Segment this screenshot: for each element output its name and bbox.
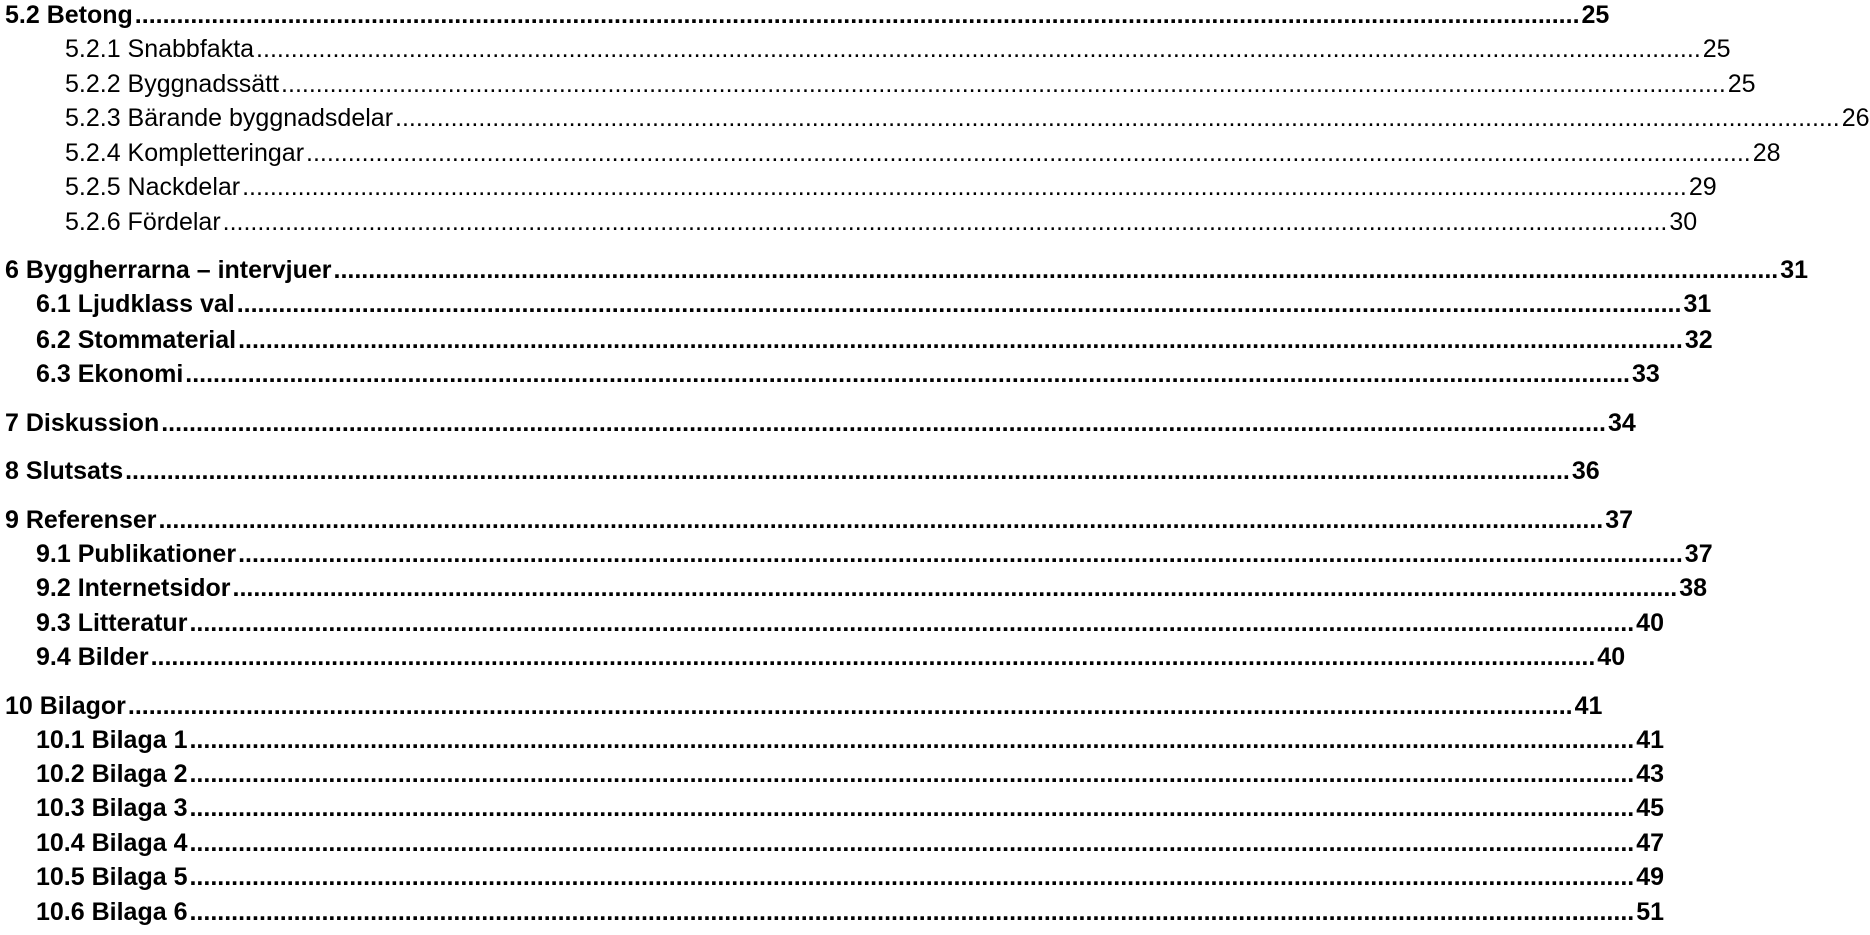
toc-leader-dots: ................................................................................................................................................................................................................	[150, 643, 1596, 671]
toc-leader-dots: ................................................................................................................................................................................................................	[125, 457, 1570, 485]
toc-entry-5-2-3[interactable]	[65, 104, 1870, 132]
toc-entry-label: 10.1 Bilaga 1	[36, 726, 188, 754]
toc-entry-label: 10.4 Bilaga 4	[36, 829, 188, 857]
toc-entry-label: 5.2.1 Snabbfakta	[65, 35, 255, 63]
toc-entry-5-2[interactable]	[5, 1, 1610, 29]
toc-page-number: 26	[1841, 104, 1870, 132]
toc-entry-label: 6.2 Stommaterial	[36, 326, 237, 354]
toc-leader-dots: ................................................................................................................................................................................................................	[161, 409, 1606, 437]
toc-entry-10-6[interactable]	[36, 898, 1665, 926]
toc-entry-10-4[interactable]	[36, 829, 1665, 857]
toc-leader-dots: ................................................................................................................................................................................................................	[236, 290, 1682, 318]
toc-page-number: 41	[1574, 692, 1603, 720]
toc-entry-label: 9.1 Publikationer	[36, 540, 237, 568]
toc-page-number: 32	[1684, 326, 1713, 354]
toc-leader-dots: ................................................................................................................................................................................................................	[189, 726, 1635, 754]
toc-page-number: 31	[1683, 290, 1712, 318]
toc-entry-10[interactable]	[5, 692, 1603, 720]
toc-page-number: 36	[1571, 457, 1600, 485]
toc-entry-5-2-1[interactable]	[65, 35, 1731, 63]
toc-leader-dots: ................................................................................................................................................................................................................	[395, 104, 1840, 132]
toc-page-number: 30	[1669, 208, 1698, 236]
toc-page-number: 51	[1636, 898, 1665, 926]
toc-page-number: 29	[1688, 173, 1717, 201]
toc-entry-9[interactable]	[5, 506, 1634, 534]
toc-leader-dots: ................................................................................................................................................................................................................	[281, 70, 1726, 98]
toc-page-number: 43	[1636, 760, 1665, 788]
toc-entry-label: 5.2.2 Byggnadssätt	[65, 70, 280, 98]
toc-leader-dots: ................................................................................................................................................................................................................	[189, 794, 1635, 822]
toc-entry-5-2-5[interactable]	[65, 173, 1717, 201]
toc-entry-10-3[interactable]	[36, 794, 1665, 822]
toc-leader-dots: ................................................................................................................................................................................................................	[306, 139, 1751, 167]
toc-entry-6[interactable]	[5, 256, 1809, 284]
toc-entry-8[interactable]	[5, 457, 1600, 485]
toc-entry-label: 10.5 Bilaga 5	[36, 863, 188, 891]
toc-page-number: 40	[1636, 609, 1664, 637]
toc-entry-5-2-4[interactable]	[65, 139, 1781, 167]
toc-leader-dots: ................................................................................................................................................................................................................	[238, 326, 1683, 354]
toc-entry-label: 10 Bilagor	[5, 692, 126, 720]
toc-page-number: 38	[1679, 574, 1708, 602]
toc-page-number: 28	[1752, 139, 1781, 167]
toc-entry-7[interactable]	[5, 409, 1636, 437]
toc-entry-label: 5.2.6 Fördelar	[65, 208, 221, 236]
toc-leader-dots: ................................................................................................................................................................................................................	[189, 760, 1635, 788]
toc-entry-6-2[interactable]	[36, 326, 1713, 354]
toc-page-number: 47	[1636, 829, 1665, 857]
toc-page-number: 25	[1581, 1, 1610, 29]
toc-entry-9-1[interactable]	[36, 540, 1713, 568]
toc-entry-label: 7 Diskussion	[5, 409, 160, 437]
toc-entry-label: 5.2 Betong	[5, 1, 133, 29]
toc-page-number: 25	[1702, 35, 1731, 63]
toc-leader-dots: ................................................................................................................................................................................................................	[189, 829, 1635, 857]
toc-leader-dots: ................................................................................................................................................................................................................	[232, 574, 1678, 602]
toc-entry-label: 6 Byggherrarna – intervjuer	[5, 256, 332, 284]
toc-entry-label: 6.1 Ljudklass val	[36, 290, 235, 318]
toc-leader-dots: ................................................................................................................................................................................................................	[256, 35, 1701, 63]
toc-entry-label: 9.4 Bilder	[36, 643, 149, 671]
toc-entry-label: 10.2 Bilaga 2	[36, 760, 188, 788]
toc-entry-9-2[interactable]	[36, 574, 1708, 602]
toc-entry-6-3[interactable]	[36, 360, 1660, 388]
toc-entry-label: 10.6 Bilaga 6	[36, 898, 188, 926]
toc-page-number: 25	[1727, 70, 1756, 98]
toc-leader-dots: ................................................................................................................................................................................................................	[333, 256, 1779, 284]
toc-page-number: 37	[1605, 506, 1634, 534]
toc-entry-10-2[interactable]	[36, 760, 1665, 788]
toc-entry-10-1[interactable]	[36, 726, 1665, 754]
toc-page-number: 41	[1636, 726, 1665, 754]
toc-page-number: 49	[1636, 863, 1665, 891]
toc-page-number: 31	[1780, 256, 1809, 284]
toc-leader-dots: ................................................................................................................................................................................................................	[189, 863, 1635, 891]
toc-entry-label: 6.3 Ekonomi	[36, 360, 184, 388]
toc-leader-dots: ................................................................................................................................................................................................................	[238, 540, 1683, 568]
toc-page-number: 34	[1607, 409, 1636, 437]
toc-leader-dots: ................................................................................................................................................................................................................	[185, 360, 1630, 388]
toc-entry-label: 5.2.4 Kompletteringar	[65, 139, 305, 167]
toc-leader-dots: ................................................................................................................................................................................................................	[127, 692, 1573, 720]
toc-leader-dots: ................................................................................................................................................................................................................	[189, 609, 1635, 637]
toc-entry-6-1[interactable]	[36, 290, 1712, 318]
toc-leader-dots: ................................................................................................................................................................................................................	[189, 898, 1635, 926]
toc-entry-label: 5.2.5 Nackdelar	[65, 173, 241, 201]
toc-leader-dots: ................................................................................................................................................................................................................	[134, 1, 1580, 29]
toc-page-number: 33	[1632, 360, 1660, 388]
toc-leader-dots: ................................................................................................................................................................................................................	[242, 173, 1687, 201]
toc-entry-10-5[interactable]	[36, 863, 1665, 891]
toc-entry-5-2-6[interactable]	[65, 208, 1698, 236]
toc-page-number: 40	[1597, 643, 1626, 671]
toc-page-number: 45	[1636, 794, 1665, 822]
toc-entry-label: 9 Referenser	[5, 506, 157, 534]
toc-entry-5-2-2[interactable]	[65, 70, 1756, 98]
toc-entry-label: 8 Slutsats	[5, 457, 124, 485]
toc-leader-dots: ................................................................................................................................................................................................................	[222, 208, 1668, 236]
toc-entry-9-3[interactable]	[36, 609, 1664, 637]
toc-page-number: 37	[1684, 540, 1713, 568]
toc-entry-9-4[interactable]	[36, 643, 1626, 671]
toc-entry-label: 9.2 Internetsidor	[36, 574, 231, 602]
toc-entry-label: 5.2.3 Bärande byggnadsdelar	[65, 104, 394, 132]
toc-entry-label: 9.3 Litteratur	[36, 609, 188, 637]
toc-leader-dots: ................................................................................................................................................................................................................	[158, 506, 1604, 534]
toc-entry-label: 10.3 Bilaga 3	[36, 794, 188, 822]
